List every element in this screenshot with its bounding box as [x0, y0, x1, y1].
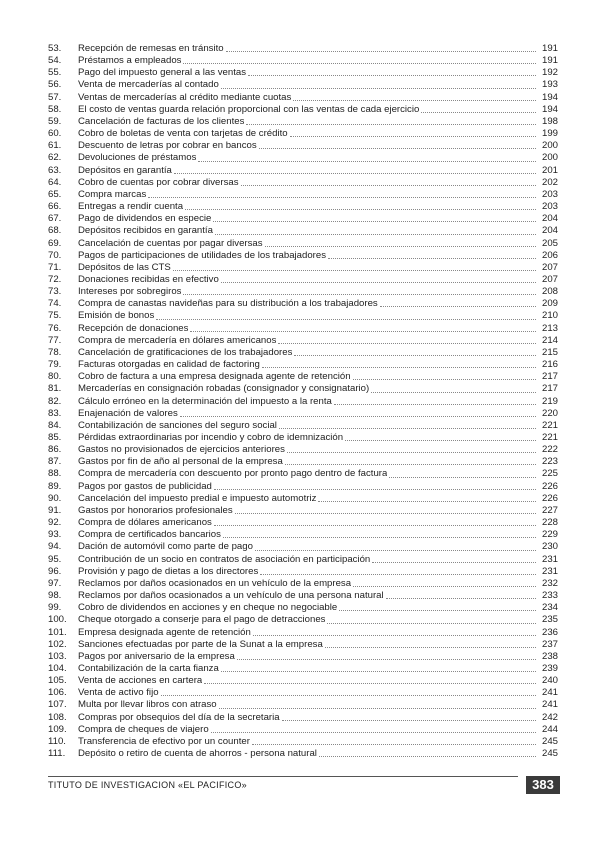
toc-entry-title: Recepción de remesas en tránsito — [78, 43, 224, 54]
toc-entry — [48, 165, 558, 177]
toc-entry-page: 209 — [541, 298, 558, 310]
toc-entry-title: Cobro de cuentas por cobrar diversas — [78, 176, 239, 188]
toc-entry-page: 216 — [541, 359, 558, 371]
dot-leader — [221, 281, 536, 283]
toc-entry — [48, 359, 558, 371]
toc-entry-title: Dación de automóvil como parte de pago — [78, 541, 253, 553]
toc-entry-page: 228 — [541, 517, 558, 529]
toc-entry-title: Empresa designada agente de retención — [78, 626, 251, 638]
toc-entry — [48, 578, 558, 590]
toc-entry-title: Facturas otorgadas en calidad de factoring — [78, 359, 260, 371]
toc-entry-title: Devoluciones de préstamos — [78, 152, 197, 164]
toc-entry — [48, 250, 558, 262]
toc-entry-number: 90. — [48, 492, 62, 504]
toc-entry-page: 215 — [541, 346, 558, 358]
toc-entry — [48, 310, 558, 322]
toc-entry-page: 230 — [541, 541, 558, 553]
toc-entry-page: 200 — [541, 140, 558, 152]
toc-entry — [48, 43, 558, 55]
toc-entry — [48, 444, 558, 456]
toc-entry-page: 204 — [541, 225, 558, 237]
toc-entry — [48, 432, 558, 444]
toc-entry — [48, 383, 558, 395]
toc-entry-title: Cálculo erróneo en la determinación del impuesto a la renta — [78, 395, 332, 407]
toc-entry — [48, 140, 558, 152]
toc-entry-page: 245 — [541, 748, 558, 760]
toc-entry-page: 237 — [541, 638, 558, 650]
toc-entry-number: 84. — [48, 419, 62, 431]
toc-entry-number: 107. — [48, 699, 67, 711]
toc-entry-title: Pago del impuesto general a las ventas — [78, 67, 246, 79]
toc-entry-title: Venta de mercaderías al contado — [78, 79, 219, 91]
dot-leader — [235, 512, 536, 514]
toc-entry-title: Pagos de participaciones de utilidades de los trabajadores — [78, 249, 326, 261]
toc-entry-page: 194 — [541, 103, 558, 115]
toc-entry-number: 72. — [48, 273, 62, 285]
toc-entry-title: Ventas de mercaderías al crédito mediante cuotas — [78, 91, 292, 103]
toc-entry — [48, 675, 558, 687]
toc-entry-number: 69. — [48, 237, 62, 249]
dot-leader — [221, 87, 536, 89]
dot-leader — [294, 354, 536, 356]
toc-entry — [48, 225, 558, 237]
toc-entry-title: Transferencia de efectivo por un counter — [78, 735, 250, 747]
toc-entry-title: Donaciones recibidas en efectivo — [78, 273, 219, 285]
dot-leader — [282, 719, 536, 721]
toc-entry-page: 222 — [541, 444, 558, 456]
dot-leader — [183, 293, 536, 295]
toc-entry — [48, 323, 558, 335]
dot-leader — [318, 500, 536, 502]
dot-leader — [173, 269, 536, 271]
toc-entry-page: 192 — [541, 67, 558, 79]
toc-entry — [48, 748, 558, 760]
toc-entry — [48, 238, 558, 250]
toc-entry-page: 221 — [541, 432, 558, 443]
dot-leader — [190, 330, 536, 332]
dot-leader — [279, 427, 536, 429]
toc-entry-number: 105. — [48, 675, 67, 687]
toc-entry-page: 236 — [541, 626, 558, 638]
dot-leader — [372, 561, 536, 563]
toc-entry-number: 83. — [48, 407, 62, 419]
toc-entry-number: 65. — [48, 188, 62, 200]
toc-entry-title: Cobro de factura a una empresa designada agente de retención — [78, 371, 351, 383]
toc-entry — [48, 152, 558, 164]
dot-leader — [421, 111, 536, 113]
toc-entry-number: 81. — [48, 383, 62, 395]
toc-entry-title: Compra de mercadería con descuento por pronto pago dentro de factura — [78, 468, 388, 480]
dot-leader — [174, 172, 536, 174]
dot-leader — [334, 403, 536, 405]
toc-entry-number: 86. — [48, 444, 62, 456]
toc-entry-number: 67. — [48, 213, 62, 225]
toc-entry-title: Recepción de donaciones — [78, 322, 189, 334]
toc-entry-page: 234 — [541, 602, 558, 614]
toc-entry-page: 202 — [541, 176, 558, 188]
toc-entry-page: 223 — [541, 456, 558, 468]
toc-entry-title: Compra de cheques de viajero — [78, 723, 209, 735]
toc-entry-page: 217 — [541, 383, 558, 395]
toc-entry-title: Descuento de letras por cobrar en bancos — [78, 140, 257, 152]
toc-entry-page: 203 — [541, 201, 558, 213]
toc-entry-title: Depósito o retiro de cuenta de ahorros - persona natural — [78, 748, 317, 760]
dot-leader — [339, 609, 536, 611]
toc-entry-page: 229 — [541, 529, 558, 541]
dot-leader — [148, 196, 536, 198]
toc-entry-number: 66. — [48, 201, 62, 213]
toc-entry-number: 55. — [48, 67, 62, 79]
toc-entry-page: 241 — [541, 699, 558, 711]
toc-entry-number: 60. — [48, 128, 62, 140]
toc-entry — [48, 371, 558, 383]
toc-entry — [48, 396, 558, 408]
dot-leader — [262, 366, 536, 368]
toc-entry — [48, 663, 558, 675]
dot-leader — [213, 220, 536, 222]
toc-entry-title: Cobro de boletas de venta con tarjetas de crédito — [78, 128, 288, 140]
toc-entry-title: Compra marcas — [78, 188, 147, 200]
toc-entry — [48, 712, 558, 724]
table-of-contents — [48, 43, 558, 760]
toc-entry-page: 206 — [541, 249, 558, 261]
dot-leader — [353, 585, 536, 587]
toc-entry — [48, 335, 558, 347]
dot-leader — [252, 743, 536, 745]
dot-leader — [246, 123, 536, 125]
toc-entry-number: 106. — [48, 687, 67, 699]
toc-entry-page: 227 — [541, 504, 558, 516]
toc-entry-title: Pagos por aniversario de la empresa — [78, 650, 235, 662]
toc-entry-number: 97. — [48, 577, 62, 589]
toc-entry-title: Entregas a rendir cuenta — [78, 201, 184, 213]
toc-entry-title: Cancelación del impuesto predial e impuesto automotriz — [78, 492, 317, 504]
toc-entry-page: 214 — [541, 334, 558, 346]
toc-entry-page: 245 — [541, 735, 558, 747]
toc-entry-page: 241 — [541, 687, 558, 699]
dot-leader — [259, 147, 536, 149]
dot-leader — [237, 658, 536, 660]
toc-entry — [48, 505, 558, 517]
toc-entry-page: 239 — [541, 662, 558, 674]
toc-entry-title: Reclamos por daños ocasionados en un vehículo de la empresa — [78, 577, 352, 589]
toc-entry-page: 191 — [541, 43, 558, 54]
toc-entry-title: Compra de canastas navideñas para su distribución a los trabajadores — [78, 298, 378, 310]
toc-entry-title: Cancelación de gratificaciones de los trabajadores — [78, 346, 293, 358]
dot-leader — [185, 208, 536, 210]
toc-entry-title: Reclamos por daños ocasionados a un vehículo de una persona natural — [78, 590, 384, 602]
dot-leader — [285, 463, 536, 465]
toc-entry — [48, 699, 558, 711]
dot-leader — [156, 318, 536, 320]
dot-leader — [219, 707, 536, 709]
toc-entry-number: 103. — [48, 650, 67, 662]
toc-entry-page: 194 — [541, 91, 558, 103]
toc-entry-title: Cheque otorgado a conserje para el pago de detracciones — [78, 614, 326, 626]
toc-entry — [48, 736, 558, 748]
toc-entry-number: 95. — [48, 553, 62, 565]
toc-entry-title: Pagos por gastos de publicidad — [78, 480, 212, 492]
toc-entry — [48, 55, 558, 67]
toc-entry — [48, 590, 558, 602]
toc-entry-title: Intereses por sobregiros — [78, 286, 182, 298]
dot-leader — [386, 597, 536, 599]
toc-entry-page: 232 — [541, 577, 558, 589]
footer-divider — [48, 776, 518, 777]
toc-entry — [48, 274, 558, 286]
toc-entry-title: Cancelación de cuentas por pagar diversas — [78, 237, 263, 249]
toc-entry — [48, 468, 558, 480]
toc-entry-number: 93. — [48, 529, 62, 541]
toc-entry — [48, 201, 558, 213]
toc-entry-page: 199 — [541, 128, 558, 140]
toc-entry-number: 62. — [48, 152, 62, 164]
toc-entry-title: Gastos por fin de año al personal de la empresa — [78, 456, 283, 468]
toc-entry — [48, 92, 558, 104]
toc-entry — [48, 566, 558, 578]
toc-entry-number: 75. — [48, 310, 62, 322]
toc-entry — [48, 420, 558, 432]
toc-entry — [48, 614, 558, 626]
dot-leader — [215, 233, 536, 235]
toc-entry — [48, 724, 558, 736]
dot-leader — [389, 476, 536, 478]
toc-entry-number: 85. — [48, 432, 62, 443]
toc-entry-number: 100. — [48, 614, 67, 626]
dot-leader — [180, 415, 536, 417]
dot-leader — [223, 536, 536, 538]
toc-entry — [48, 177, 558, 189]
toc-entry-number: 91. — [48, 504, 62, 516]
toc-entry-number: 59. — [48, 115, 62, 127]
toc-entry-page: 208 — [541, 286, 558, 298]
toc-entry-title: Préstamos a empleados — [78, 55, 182, 67]
toc-entry-page: 207 — [541, 261, 558, 273]
toc-entry-number: 57. — [48, 91, 62, 103]
toc-entry — [48, 189, 558, 201]
toc-entry-number: 88. — [48, 468, 62, 480]
dot-leader — [260, 573, 536, 575]
toc-entry-page: 220 — [541, 407, 558, 419]
toc-entry-page: 240 — [541, 675, 558, 687]
footer-publisher: TITUTO DE INVESTIGACION «EL PACIFICO» — [48, 780, 247, 790]
toc-entry-number: 53. — [48, 43, 62, 54]
toc-entry-title: Multa por llevar libros con atraso — [78, 699, 217, 711]
toc-entry-page: 207 — [541, 273, 558, 285]
toc-entry-page: 238 — [541, 650, 558, 662]
dot-leader — [325, 646, 536, 648]
dot-leader — [380, 305, 536, 307]
toc-entry — [48, 213, 558, 225]
toc-entry — [48, 298, 558, 310]
toc-entry-number: 79. — [48, 359, 62, 371]
dot-leader — [328, 257, 536, 259]
toc-entry-title: Mercaderías en consignación robadas (consignador y consignatario) — [78, 383, 370, 395]
toc-entry-page: 231 — [541, 553, 558, 565]
toc-entry-title: Emisión de bonos — [78, 310, 155, 322]
toc-entry-number: 109. — [48, 723, 67, 735]
toc-entry-title: Sanciones efectuadas por parte de la Sunat a la empresa — [78, 638, 323, 650]
toc-entry-page: 217 — [541, 371, 558, 383]
toc-entry-number: 94. — [48, 541, 62, 553]
toc-entry-page: 242 — [541, 711, 558, 723]
toc-entry-number: 80. — [48, 371, 62, 383]
dot-leader — [287, 451, 536, 453]
toc-entry-title: Contribución de un socio en contratos de asociación en participación — [78, 553, 371, 565]
toc-entry-page: 233 — [541, 590, 558, 602]
dot-leader — [371, 391, 536, 393]
toc-entry — [48, 67, 558, 79]
toc-entry-page: 244 — [541, 723, 558, 735]
dot-leader — [319, 755, 536, 757]
dot-leader — [248, 74, 536, 76]
toc-entry-page: 213 — [541, 322, 558, 334]
toc-entry-number: 87. — [48, 456, 62, 468]
toc-entry — [48, 104, 558, 116]
dot-leader — [221, 670, 536, 672]
toc-entry — [48, 651, 558, 663]
toc-entry-number: 92. — [48, 517, 62, 529]
toc-entry — [48, 128, 558, 140]
toc-entry-title: Cancelación de facturas de los clientes — [78, 115, 245, 127]
toc-entry — [48, 262, 558, 274]
dot-leader — [214, 488, 536, 490]
toc-entry-title: Depósitos recibidos en garantía — [78, 225, 213, 237]
toc-entry-number: 102. — [48, 638, 67, 650]
toc-entry-number: 61. — [48, 140, 62, 152]
toc-entry-title: Contabilización de sanciones del seguro social — [78, 419, 277, 431]
toc-entry-number: 68. — [48, 225, 62, 237]
toc-entry-number: 101. — [48, 626, 67, 638]
toc-entry — [48, 481, 558, 493]
toc-entry-title: El costo de ventas guarda relación proporcional con las ventas de cada ejercicio — [78, 103, 420, 115]
toc-entry — [48, 602, 558, 614]
toc-entry-number: 74. — [48, 298, 62, 310]
toc-entry — [48, 347, 558, 359]
dot-leader — [290, 135, 536, 137]
dot-leader — [265, 245, 536, 247]
toc-entry-title: Compra de certificados bancarios — [78, 529, 221, 541]
toc-entry-title: Venta de acciones en cartera — [78, 675, 203, 687]
toc-entry-page: 198 — [541, 115, 558, 127]
toc-entry-number: 78. — [48, 346, 62, 358]
toc-entry — [48, 408, 558, 420]
dot-leader — [226, 50, 536, 52]
toc-entry-number: 64. — [48, 176, 62, 188]
toc-entry-page: 226 — [541, 492, 558, 504]
toc-entry-number: 96. — [48, 565, 62, 577]
toc-entry-number: 73. — [48, 286, 62, 298]
toc-entry-number: 58. — [48, 103, 62, 115]
toc-entry-page: 193 — [541, 79, 558, 91]
toc-entry-page: 235 — [541, 614, 558, 626]
toc-entry-page: 203 — [541, 188, 558, 200]
dot-leader — [204, 682, 536, 684]
toc-entry-number: 54. — [48, 55, 62, 67]
toc-entry-number: 89. — [48, 480, 62, 492]
toc-entry — [48, 456, 558, 468]
toc-entry-title: Compra de mercadería en dólares americanos — [78, 334, 277, 346]
toc-entry-page: 191 — [541, 55, 558, 67]
toc-entry-number: 82. — [48, 395, 62, 407]
toc-entry-number: 104. — [48, 662, 67, 674]
dot-leader — [214, 524, 536, 526]
toc-entry-title: Cobro de dividendos en acciones y en cheque no negociable — [78, 602, 338, 614]
toc-entry-page: 225 — [541, 468, 558, 480]
toc-entry-page: 226 — [541, 480, 558, 492]
toc-entry-title: Gastos por honorarios profesionales — [78, 504, 233, 516]
toc-entry — [48, 541, 558, 553]
toc-entry-page: 219 — [541, 395, 558, 407]
page-number-badge: 383 — [526, 776, 560, 794]
toc-entry-number: 70. — [48, 249, 62, 261]
toc-entry-page: 221 — [541, 419, 558, 431]
toc-entry-number: 76. — [48, 322, 62, 334]
toc-entry — [48, 554, 558, 566]
toc-entry-title: Pago de dividendos en especie — [78, 213, 212, 225]
toc-entry-title: Provisión y pago de dietas a los directores — [78, 565, 259, 577]
toc-entry-number: 99. — [48, 602, 62, 614]
toc-entry-page: 205 — [541, 237, 558, 249]
toc-entry — [48, 529, 558, 541]
dot-leader — [278, 342, 536, 344]
toc-entry-page: 231 — [541, 565, 558, 577]
toc-entry — [48, 286, 558, 298]
toc-entry — [48, 79, 558, 91]
toc-entry-title: Contabilización de la carta fianza — [78, 662, 219, 674]
toc-entry — [48, 517, 558, 529]
toc-entry-number: 108. — [48, 711, 67, 723]
toc-entry — [48, 116, 558, 128]
toc-entry — [48, 627, 558, 639]
toc-entry-title: Venta de activo fijo — [78, 687, 159, 699]
toc-entry-number: 77. — [48, 334, 62, 346]
toc-entry-title: Pérdidas extraordinarias por incendio y cobro de idemnización — [78, 432, 344, 443]
toc-entry — [48, 639, 558, 651]
toc-entry-page: 210 — [541, 310, 558, 322]
dot-leader — [253, 634, 536, 636]
toc-entry-title: Compras por obsequios del día de la secretaria — [78, 711, 280, 723]
dot-leader — [327, 622, 536, 624]
toc-entry-title: Compra de dólares americanos — [78, 517, 212, 529]
toc-entry-number: 71. — [48, 261, 62, 273]
toc-entry-title: Depósitos en garantía — [78, 164, 172, 176]
dot-leader — [293, 99, 536, 101]
toc-entry-number: 110. — [48, 735, 66, 747]
dot-leader — [345, 439, 536, 441]
dot-leader — [241, 184, 536, 186]
toc-entry-title: Depósitos de las CTS — [78, 261, 171, 273]
toc-entry-title: Enajenación de valores — [78, 407, 178, 419]
toc-entry-page: 201 — [541, 164, 558, 176]
toc-entry-title: Gastos no provisionados de ejercicios anteriores — [78, 444, 285, 456]
toc-entry-page: 204 — [541, 213, 558, 225]
dot-leader — [161, 694, 536, 696]
toc-entry-number: 56. — [48, 79, 62, 91]
dot-leader — [255, 549, 536, 551]
dot-leader — [198, 160, 536, 162]
dot-leader — [353, 378, 536, 380]
toc-entry — [48, 687, 558, 699]
dot-leader — [183, 62, 536, 64]
toc-entry-number: 98. — [48, 590, 62, 602]
toc-entry-number: 63. — [48, 164, 62, 176]
toc-entry-number: 111. — [48, 748, 66, 760]
toc-entry-page: 200 — [541, 152, 558, 164]
dot-leader — [211, 731, 536, 733]
toc-entry — [48, 493, 558, 505]
